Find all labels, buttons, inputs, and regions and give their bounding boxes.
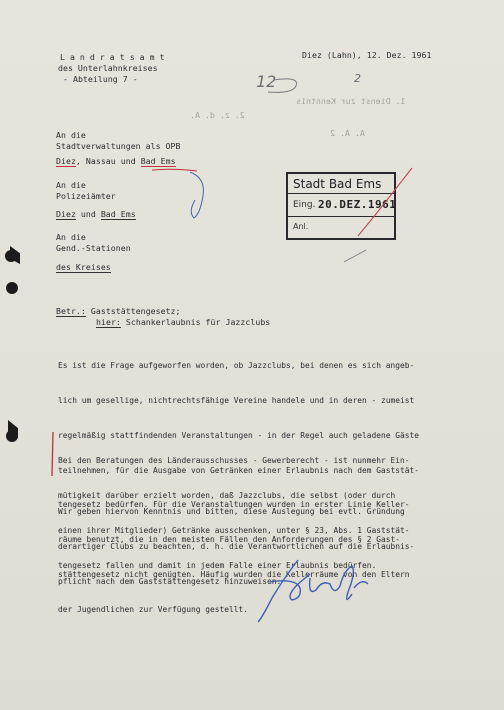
recipient-2-intro-1: An die (56, 180, 86, 190)
subject-sub-label: hier: (96, 317, 121, 327)
paragraph-1-line: der Jugendlichen zur Verfügung gestellt. (58, 604, 249, 614)
letterhead-line-3: - Abteilung 7 - (63, 74, 138, 84)
red-margin-mark (52, 432, 53, 476)
subject-label: Betr.: (56, 306, 86, 316)
recipient-1-intro-1: An die (56, 130, 86, 140)
place-and-date: Diez (Lahn), 12. Dez. 1961 (302, 50, 432, 60)
letterhead-line-2: des Unterlahnkreises (58, 63, 158, 73)
paragraph-1-line: tengesetz bedürfen. Für die Veranstaltungen wurden in erster Linie Keller- (58, 500, 410, 510)
recipient-3-intro-1: An die (56, 232, 86, 242)
bleed-through-line-1: 1. Dienst zur Kenntnis (296, 96, 406, 106)
place-bad-ems-2: Bad Ems (100, 209, 136, 219)
stamp-title: Stadt Bad Ems (293, 177, 382, 191)
paragraph-2-line: einen ihrer Mitglieder) Getränke ausschenken, unter § 23, Abs. 1 Gaststät- (58, 525, 410, 535)
recipient-2-intro-2: Polizeiämter (56, 191, 116, 201)
red-check-mark (358, 168, 412, 236)
stamp-date: 20.DEZ.1961 (318, 198, 397, 211)
recipient-3-tail: des Kreises (56, 262, 111, 272)
paragraph-2-line: tengesetz fallen und damit in jedem Falle einer Erlaubnis bedürfen. (58, 560, 377, 570)
paragraph-3-line: pflicht nach dem Gaststättengesetz hinzuweisen. (58, 576, 282, 586)
recipient-2-places: Diez und Bad Ems (56, 209, 136, 219)
blue-ink-loop (190, 172, 203, 218)
paragraph-2-line: Bei den Beratungen des Länderausschusses - Gewerberecht - ist nunmehr Ein- (58, 456, 410, 466)
paragraph-1-line: räume benutzt, die in den meisten Fällen den Anforderungen des § 2 Gast- (58, 535, 401, 545)
paragraph-1-line: Es ist die Frage aufgeworfen worden, ob Jazzclubs, bei denen es sich angeb- (58, 361, 415, 371)
recipient-1-places: Diez, Nassau und Bad Ems (56, 156, 176, 166)
paragraph-1-line: lich um gesellige, nichtrechtsfähige Vereine handele und in deren - zumeist (58, 395, 415, 405)
subject-sub-text: Schankerlaubnis für Jazzclubs (125, 317, 271, 327)
signature (258, 560, 368, 622)
handwritten-file-number: 12 (256, 72, 277, 91)
place-bad-ems: Bad Ems (140, 156, 176, 166)
place-nassau: Nassau (85, 156, 116, 166)
place-diez: Diez (56, 156, 76, 166)
paragraph-3-line: derartiger Clubs zu beachten, d. h. die Verantwortlichen auf die Erlaubnis- (58, 541, 415, 551)
paragraph-1-line: teilnehmen, für die Ausgabe von Getränken einer Erlaubnis nach dem Gaststät- (58, 465, 420, 475)
paragraph-1-line: stättengesetz nicht genügten. Häufig wurden die Kellerräume von den Eltern (58, 569, 410, 579)
bleed-through-line-3: A. A. 2 (330, 128, 365, 138)
paragraph-2-line: mütigkeit darüber erzielt worden, daß Jazzclubs, die selbst (oder durch (58, 490, 396, 500)
file-number-stroke (268, 79, 297, 93)
letterhead-line-1: L a n d r a t s a m t (60, 52, 165, 62)
paragraph-1-line: regelmäßig stattfindenden Veranstaltungen - in der Regel auch geladene Gäste (58, 430, 420, 440)
pencil-scribble (344, 250, 366, 262)
recipient-1-intro-2: Stadtverwaltungen als OPB (56, 141, 181, 151)
stamp-date-label: Eing. (293, 200, 316, 210)
bleed-through-line-2: 2. z. d. A. (190, 110, 245, 120)
subject-text: Gaststättengesetz; (90, 306, 181, 316)
red-underline-stroke (152, 169, 197, 171)
handwritten-file-suffix: 2 (354, 72, 361, 85)
stamp-annex-label: Anl. (293, 222, 309, 231)
place-diez-2: Diez (56, 209, 76, 219)
recipient-3-intro-2: Gend.-Stationen (56, 243, 131, 253)
paragraph-3-line: Wir geben hiervon Kenntnis und bitten, diese Auslegung bei evtl. Gründung (58, 507, 405, 517)
